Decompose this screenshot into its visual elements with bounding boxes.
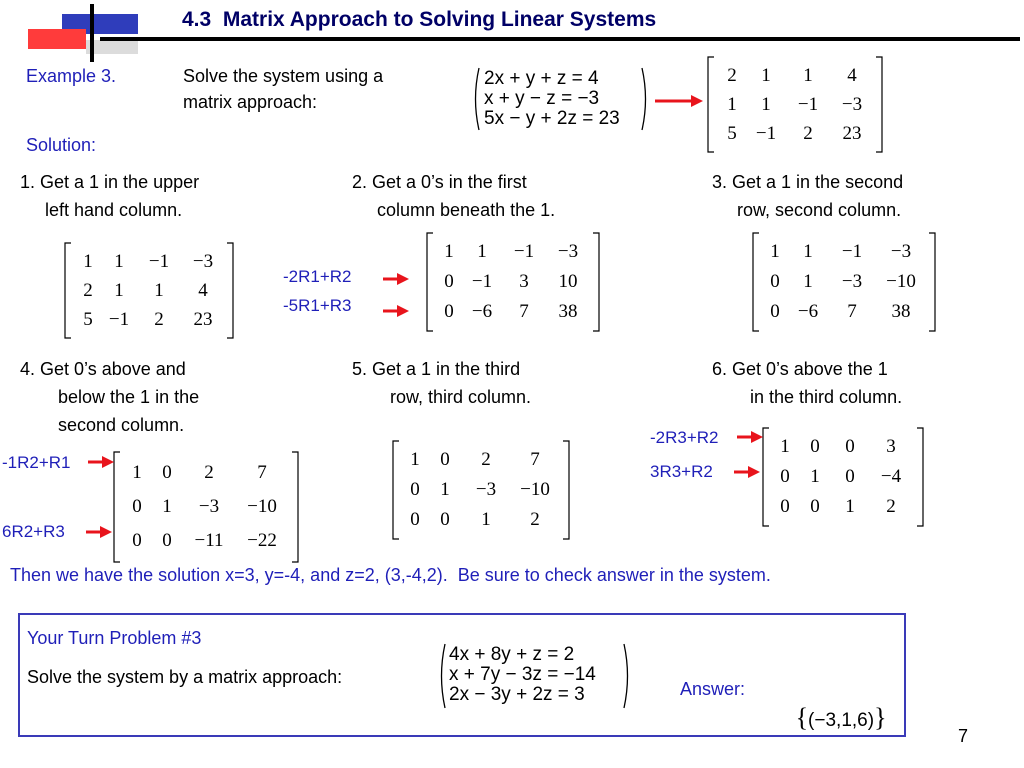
matrix-row [74, 276, 224, 305]
matrix-entry: 4 [198, 279, 208, 301]
matrix-row [772, 492, 914, 522]
matrix-row [74, 305, 224, 334]
your-turn-system [436, 642, 632, 710]
matrix-entry: 1 [810, 466, 820, 487]
page-number: 7 [958, 726, 969, 746]
matrix-entry: 0 [770, 301, 780, 322]
step-6-text: 6. Get 0’s above the 1 in the third column. [712, 359, 903, 407]
matrix-entry: 1 [154, 279, 164, 301]
matrix-entry: 0 [440, 509, 450, 530]
example-augmented-matrix [707, 57, 883, 152]
answer-label: Answer: [680, 679, 746, 699]
matrix-entry: −10 [247, 496, 277, 517]
step-6-matrix [762, 428, 924, 526]
your-turn-eq-1: 4x + 8y + z = 2 [449, 644, 575, 665]
matrix-row [123, 456, 289, 490]
matrix-row [772, 432, 914, 462]
matrix-entry: 7 [530, 449, 540, 470]
matrix-entry: 0 [780, 496, 790, 517]
matrix-entry: −11 [194, 530, 224, 551]
matrix-entry: −3 [841, 93, 863, 115]
matrix-entry: 1 [761, 64, 771, 86]
red-arrow-icon [383, 272, 409, 286]
matrix-entry: 0 [444, 301, 454, 322]
step-4-text: 4. Get 0’s above and below the 1 in the second column. [20, 359, 200, 435]
matrix-entry: 2 [530, 509, 540, 530]
matrix-entry: 2 [204, 462, 214, 483]
matrix-entry: 38 [558, 301, 578, 322]
row-op-label: 3R3+R2 [650, 462, 713, 481]
row-op-label: -1R2+R1 [2, 453, 71, 472]
matrix-row [436, 297, 590, 327]
answer-text: (−3,1,6) [808, 710, 875, 731]
matrix-row [402, 445, 560, 475]
matrix-row [717, 61, 873, 90]
matrix-entry: −10 [886, 271, 916, 292]
matrix-entry: 3 [519, 271, 529, 292]
red-arrow-icon [383, 304, 409, 318]
conclusion-text: Then we have the solution x=3, y=-4, and z=2, (3,-4,2). Be sure to check answer in the system. [10, 565, 771, 585]
matrix-row [772, 462, 914, 492]
matrix-entry: −3 [475, 479, 497, 500]
matrix-entry: 1 [410, 449, 420, 470]
matrix-entry: 2 [481, 449, 491, 470]
matrix-entry: 1 [440, 479, 450, 500]
matrix-entry: 5 [727, 122, 737, 144]
red-arrow-icon [88, 455, 114, 469]
step-2-text: 2. Get a 0’s in the first column beneath the 1. [352, 172, 556, 220]
matrix-entry: 0 [162, 530, 172, 551]
matrix-row [436, 237, 590, 267]
matrix-entry: 1 [780, 436, 790, 457]
matrix-entry: 7 [257, 462, 267, 483]
arrow-to-matrix [655, 94, 703, 108]
matrix-entry: −3 [557, 241, 579, 262]
matrix-entry: 2 [727, 64, 737, 86]
system-eq-3: 5x − y + 2z = 23 [484, 108, 620, 129]
matrix-entry: 5 [83, 308, 93, 330]
matrix-entry: 0 [162, 462, 172, 483]
matrix-entry: 0 [810, 436, 820, 457]
step-3-text: 3. Get a 1 in the second row, second column. [712, 172, 904, 220]
matrix-entry: 1 [114, 279, 124, 301]
row-op-label: -5R1+R3 [283, 296, 352, 315]
matrix-entry: 2 [803, 122, 813, 144]
matrix-entry: 0 [810, 496, 820, 517]
matrix-entry: 1 [132, 462, 142, 483]
step-1-matrix [64, 243, 234, 338]
matrix-entry: 0 [410, 509, 420, 530]
matrix-row [123, 490, 289, 524]
red-arrow-icon [86, 525, 112, 539]
matrix-entry: 2 [83, 279, 93, 301]
matrix-entry: 1 [481, 509, 491, 530]
red-arrow-icon [737, 430, 763, 444]
step-3-matrix [752, 233, 936, 331]
your-turn-eq-3: 2x − 3y + 2z = 3 [449, 684, 585, 705]
system-eq-1: 2x + y + z = 4 [484, 68, 599, 89]
matrix-entry: −1 [148, 250, 170, 272]
matrix-entry: 7 [847, 301, 857, 322]
solution-label: Solution: [26, 135, 97, 155]
matrix-entry: 23 [842, 122, 862, 144]
your-turn-prompt: Solve the system by a matrix approach: [27, 667, 343, 687]
your-turn-title: Your Turn Problem #3 [27, 628, 202, 648]
matrix-entry: −10 [520, 479, 550, 500]
matrix-entry: 1 [845, 496, 855, 517]
matrix-entry: −1 [755, 122, 777, 144]
red-arrow-icon [734, 465, 760, 479]
matrix-entry: −1 [797, 93, 819, 115]
matrix-entry: 1 [83, 250, 93, 272]
matrix-entry: 0 [132, 496, 142, 517]
step-5-text: 5. Get a 1 in the third row, third column. [352, 359, 532, 407]
header-rule [100, 37, 1020, 41]
matrix-entry: 1 [770, 241, 780, 262]
matrix-entry: 7 [519, 301, 529, 322]
step-1-text: 1. Get a 1 in the upper left hand column. [20, 172, 200, 220]
matrix-entry: −1 [108, 308, 130, 330]
matrix-entry: 0 [845, 436, 855, 457]
matrix-row [762, 267, 926, 297]
matrix-entry: 0 [444, 271, 454, 292]
matrix-row [436, 267, 590, 297]
matrix-entry: 1 [803, 64, 813, 86]
matrix-entry: 1 [761, 93, 771, 115]
matrix-entry: 1 [444, 241, 454, 262]
matrix-entry: 2 [886, 496, 896, 517]
matrix-entry: −3 [841, 271, 863, 292]
matrix-entry: −1 [841, 241, 863, 262]
matrix-entry: 0 [440, 449, 450, 470]
step-5-matrix [392, 441, 570, 539]
example-system [470, 66, 650, 132]
matrix-entry: 2 [154, 308, 164, 330]
matrix-entry: 23 [193, 308, 213, 330]
step-2-matrix [426, 233, 600, 331]
matrix-entry: −1 [513, 241, 535, 262]
matrix-entry: −1 [471, 271, 493, 292]
row-op-label: -2R3+R2 [650, 428, 719, 447]
row-op-label: 6R2+R3 [2, 522, 65, 541]
matrix-row [762, 297, 926, 327]
matrix-entry: 0 [845, 466, 855, 487]
header-decoration [0, 0, 140, 60]
example-instruction-1: Solve the system using a [183, 66, 384, 86]
example-instruction-2: matrix approach: [183, 92, 318, 112]
matrix-row [402, 505, 560, 535]
matrix-row [762, 237, 926, 267]
row-op-label: -2R1+R2 [283, 267, 352, 286]
matrix-row [123, 524, 289, 558]
matrix-entry: 1 [803, 271, 813, 292]
matrix-entry: 0 [770, 271, 780, 292]
matrix-entry: −4 [880, 466, 902, 487]
matrix-entry: 1 [727, 93, 737, 115]
matrix-entry: −3 [890, 241, 912, 262]
matrix-entry: −22 [247, 530, 277, 551]
matrix-entry: 0 [132, 530, 142, 551]
page-title: 4.3 Matrix Approach to Solving Linear Systems [182, 8, 657, 31]
matrix-entry: −3 [198, 496, 220, 517]
matrix-entry: 3 [886, 436, 896, 457]
matrix-row [402, 475, 560, 505]
matrix-entry: −6 [471, 301, 493, 322]
matrix-entry: 1 [477, 241, 487, 262]
matrix-entry: −6 [797, 301, 819, 322]
matrix-entry: −3 [192, 250, 214, 272]
matrix-entry: 1 [114, 250, 124, 272]
matrix-entry: 1 [162, 496, 172, 517]
step-4-matrix [113, 452, 299, 562]
matrix-entry: 0 [780, 466, 790, 487]
matrix-entry: 10 [558, 271, 578, 292]
matrix-row [74, 247, 224, 276]
matrix-row [717, 90, 873, 119]
your-turn-eq-2: x + 7y − 3z = −14 [449, 664, 596, 685]
answer-value: {(−3,1,6)} [795, 703, 887, 732]
matrix-entry: 0 [410, 479, 420, 500]
matrix-entry: 38 [891, 301, 911, 322]
matrix-entry: 1 [803, 241, 813, 262]
matrix-entry: 4 [847, 64, 857, 86]
example-label: Example 3. [26, 66, 117, 86]
system-eq-2: x + y − z = −3 [484, 88, 600, 109]
matrix-row [717, 119, 873, 148]
